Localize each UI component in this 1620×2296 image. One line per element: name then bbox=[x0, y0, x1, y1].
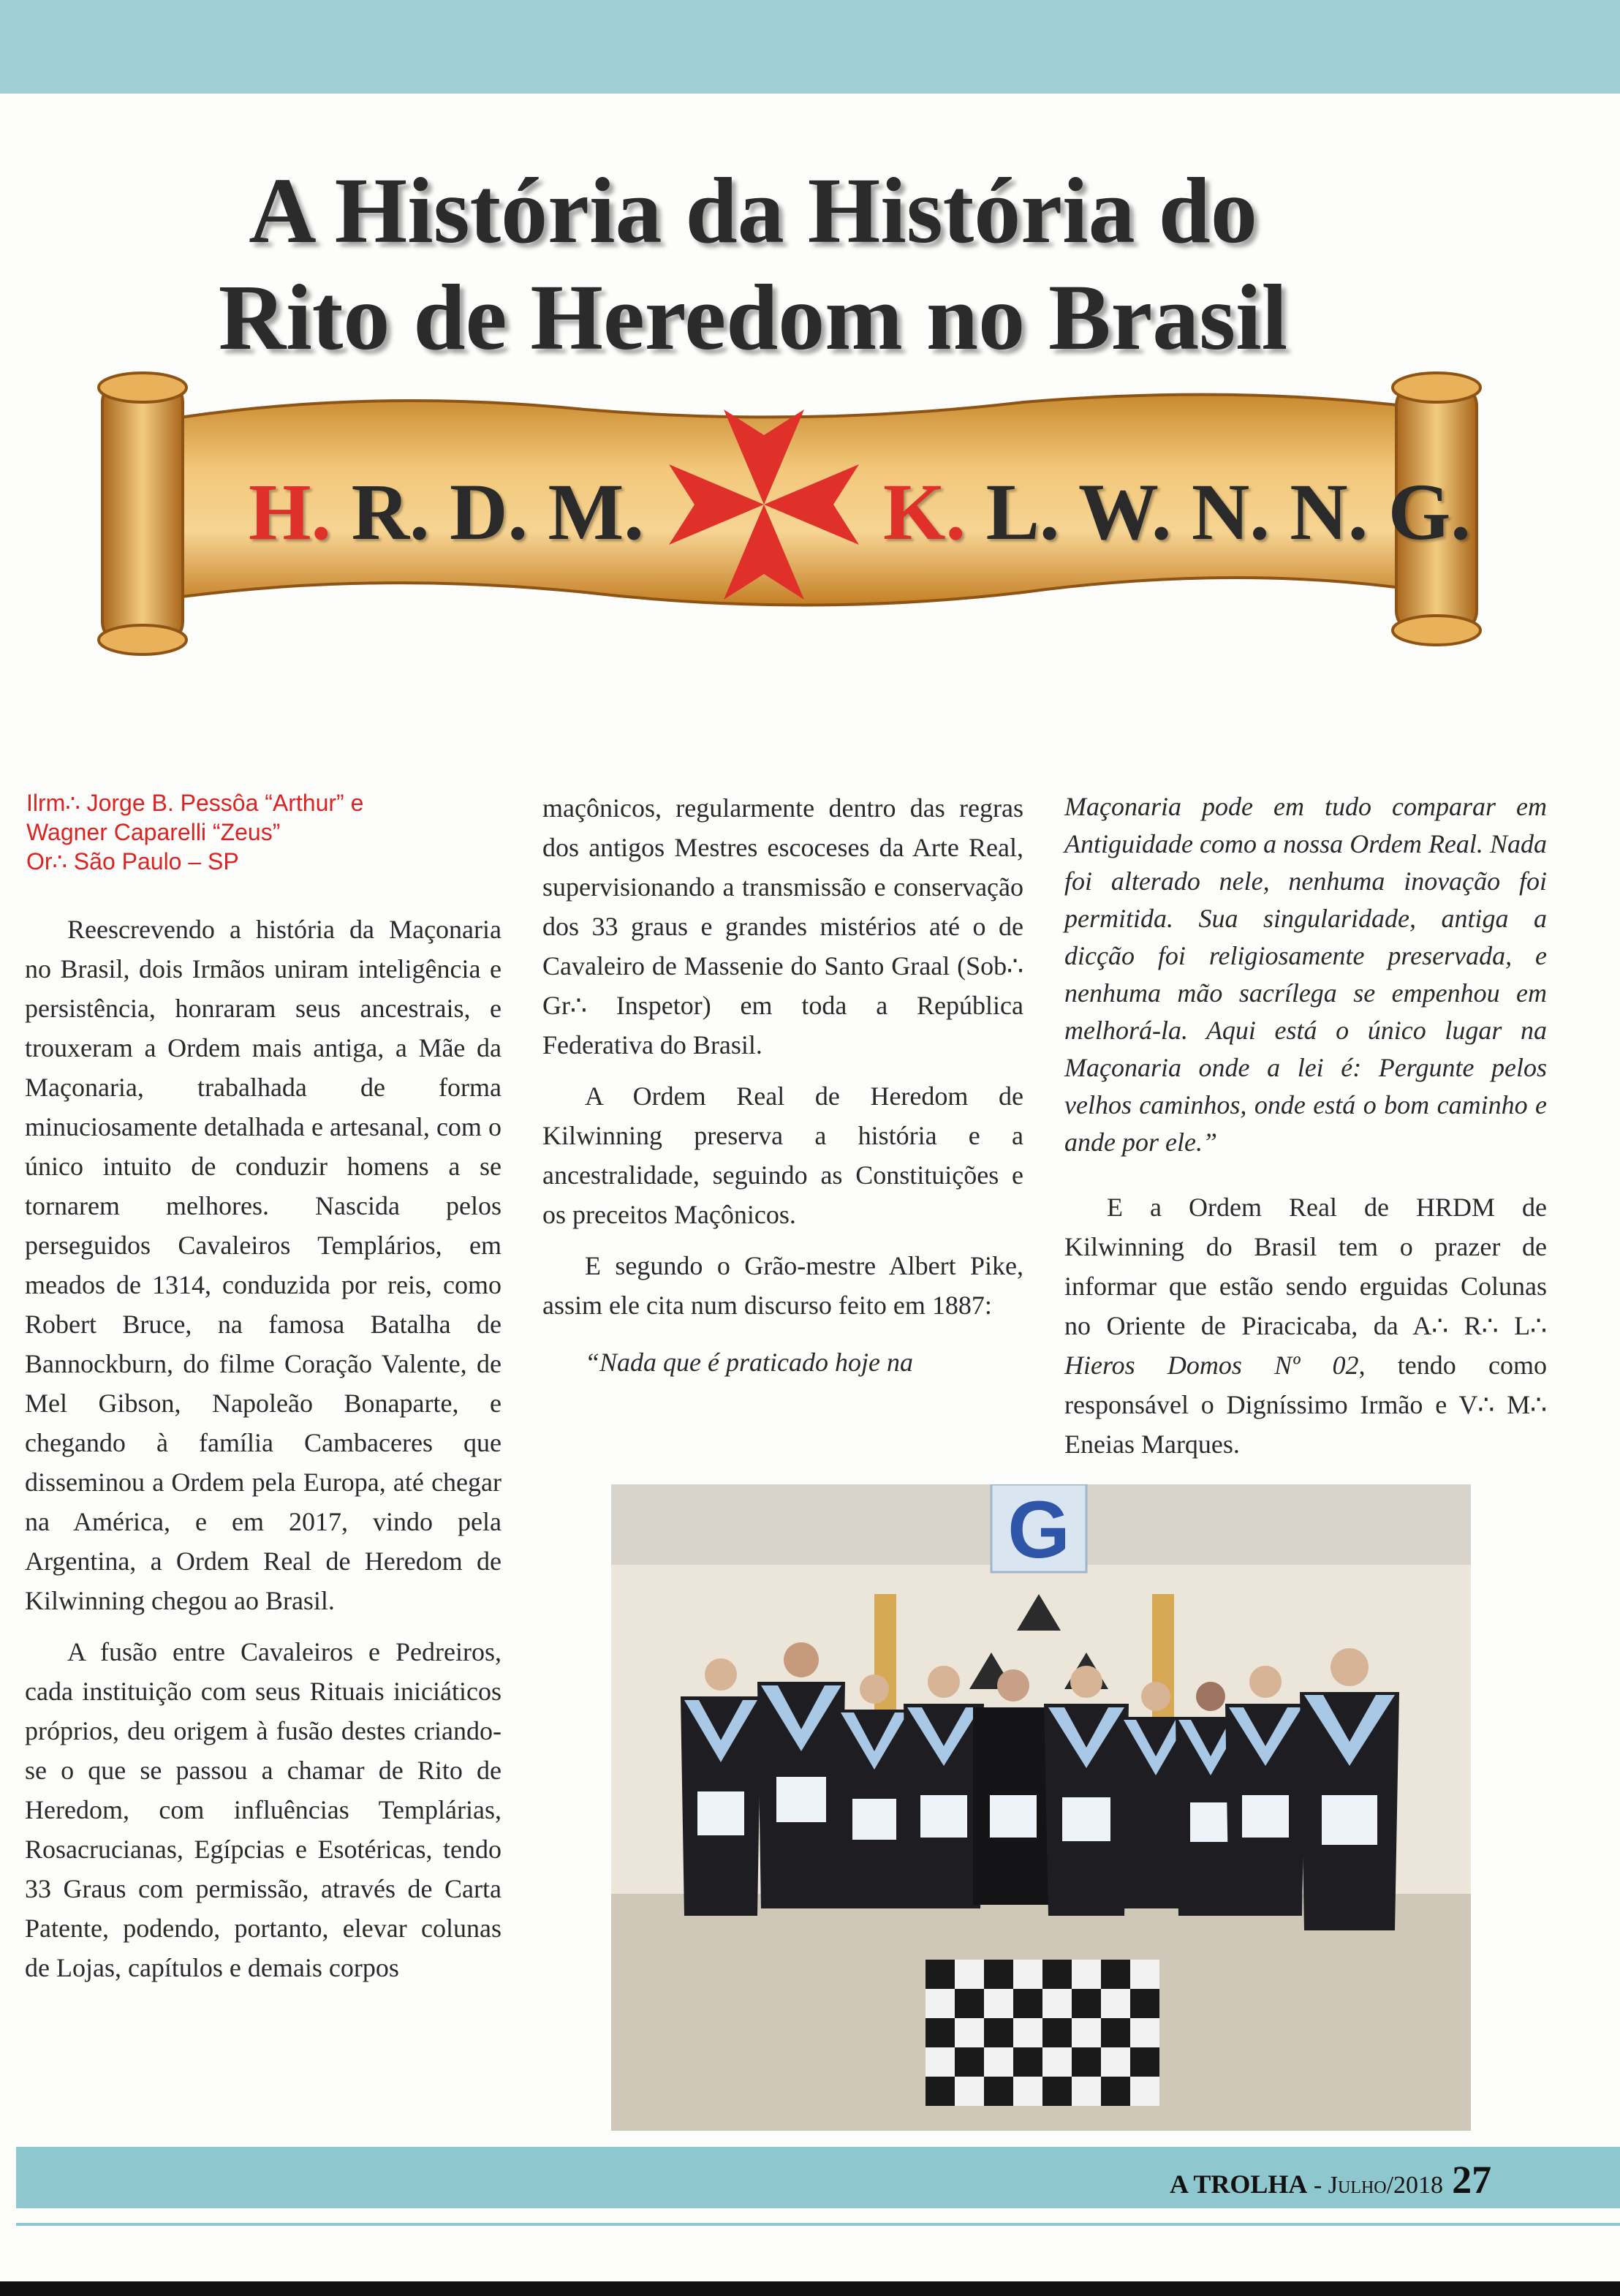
banner-right-red: K. bbox=[883, 467, 966, 556]
magazine-name: A TROLHA bbox=[1170, 2170, 1308, 2199]
banner-right-rest: L. W. N. N. G. bbox=[966, 467, 1471, 556]
col3-p2-lodge-name: Hieros Domos Nº 02 bbox=[1064, 1351, 1359, 1380]
col1-paragraph-2: A fusão entre Cavaleiros e Pedreiros, cada instituição com seus Rituais iniciáticos próprios, deu origem à fusão destes criando-se o que se passou a chamar de Rito de Heredom, com influências Templárias, Rosacrucianas, Egípcias e Esotéricas, tendo 33 Graus com permissão, através de Carta Patente, podendo, portanto, elevar colunas de Lojas, capítulos e demais corpos bbox=[25, 1637, 501, 1982]
bottom-rule bbox=[16, 2223, 1620, 2226]
banner-left-red: H. bbox=[249, 467, 332, 556]
column-3 bbox=[1064, 788, 1547, 1476]
title-line-2: Rito de Heredom no Brasil bbox=[218, 265, 1288, 369]
col1-paragraph-1: Reescrevendo a história da Maçonaria no Brasil, dois Irmãos uniram inteligência e persistência, honraram seus ancestrais, e trouxeram a Ordem mais antiga, a Mãe da Maçonaria, trabalhada de forma minuciosamente detalhada e artesanal, com o único intuito de conduzir homens a se tornarem melhores. Nascida pelos perseguidos Cavaleiros Templários, em meados de 1314, conduzida por reis, como Robert Bruce, na famosa Batalha de Bannockburn, do filme Coração Valente, de Mel Gibson, Napoleão Bonaparte, e chegando à família Cambaceres que disseminou a Ordem pela Europa, até chegar na América, e em 2017, vindo pela Argentina, a Ordem Real de Heredom de Kilwinning chegou ao Brasil. bbox=[25, 915, 501, 1615]
photo-g-letter: G bbox=[1007, 1485, 1070, 1575]
author-byline bbox=[26, 788, 494, 876]
byline-line-3: Or∴ São Paulo – SP bbox=[26, 848, 239, 875]
col2-paragraph-1: maçônicos, regularmente dentro das regras dos antigos Mestres escoceses da Arte Real, supervisionando a transmissão e conservação dos 33 graus e grandes mistérios até o de Cavaleiro de Massenie do Santo Graal (Sob∴ Gr∴ Inspetor) em toda a República Federativa do Brasil. bbox=[542, 793, 1023, 1060]
byline-line-2: Wagner Caparelli “Zeus” bbox=[26, 819, 281, 845]
lodge-group-photo-icon bbox=[611, 1484, 1471, 2131]
footer-separator: - bbox=[1307, 2172, 1328, 2199]
col3-p2-part-b: , tendo como responsável o Digníssimo Irmão e V∴ M∴ Eneias Marques. bbox=[1064, 1351, 1547, 1459]
col2-quote-start: “Nada que é praticado hoje na bbox=[585, 1348, 913, 1377]
page-footer bbox=[1170, 2157, 1491, 2202]
col3-quote: Maçonaria pode em tudo comparar em Antiguidade como a nossa Ordem Real. Nada foi alterado nele, nenhuma inovação foi permitida. Sua singularidade, antiga a dicção foi religiosamente preservada, e nenhuma mão sacrílega se empenhou em melhorá-la. Aqui está o único lugar na Maçonaria onde a lei é: Pergunte pelos velhos caminhos, onde está o bom caminho e ande por ele.” bbox=[1064, 792, 1547, 1157]
col2-paragraph-3: E segundo o Grão-mestre Albert Pike, assim ele cita num discurso feito em 1887: bbox=[542, 1251, 1023, 1320]
col3-paragraph-2 bbox=[1064, 1187, 1547, 1464]
title-line-1: A História da História do bbox=[249, 159, 1257, 263]
col2-paragraph-2: A Ordem Real de Heredom de Kilwinning preserva a história e a ancestralidade, seguindo as Constituições e os preceitos Maçônicos. bbox=[542, 1081, 1023, 1229]
issue-date: Julho/2018 bbox=[1328, 2172, 1444, 2199]
banner-left-initials bbox=[249, 468, 644, 556]
article-title bbox=[132, 157, 1374, 371]
banner-left-rest: R. D. M. bbox=[331, 467, 644, 556]
top-color-band bbox=[0, 0, 1620, 94]
group-photo bbox=[611, 1484, 1471, 2131]
byline-line-1: Ilrm∴ Jorge B. Pessôa “Arthur” e bbox=[26, 790, 364, 816]
scan-edge bbox=[0, 2281, 1620, 2296]
scroll-banner bbox=[73, 358, 1506, 665]
column-1 bbox=[25, 910, 501, 1999]
col3-p2-part-a: E a Ordem Real de HRDM de Kilwinning do Brasil tem o prazer de informar que estão sendo erguidas Colunas no Oriente de Piracicaba, da A∴ R∴ L∴ bbox=[1064, 1193, 1547, 1340]
column-2 bbox=[542, 788, 1023, 1394]
banner-right-initials bbox=[883, 468, 1471, 556]
page-number: 27 bbox=[1452, 2158, 1492, 2202]
